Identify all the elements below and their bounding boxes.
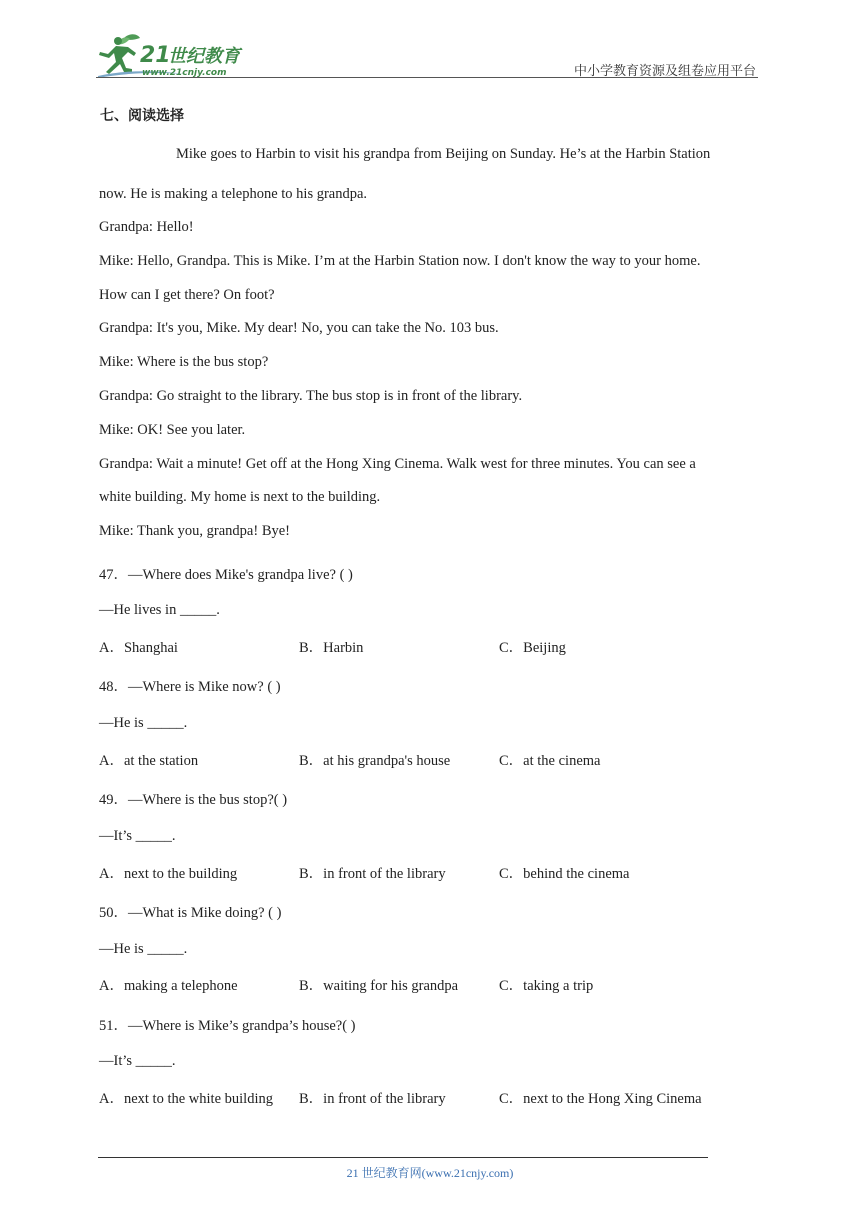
question-answer-line: —He is _____. [99,715,188,731]
question-answer-line: —It’s _____. [99,1053,176,1069]
option-b: B．in front of the library [299,866,446,882]
platform-name: 中小学教育资源及组卷应用平台 [573,64,756,79]
question-stem: 48．—Where is Mike now? ( ) [99,679,281,695]
section-title: 七、阅读选择 [100,108,184,124]
option-c: C．taking a trip [499,978,594,994]
runner-logo-icon [94,32,264,80]
option-b: B．at his grandpa's house [299,753,451,769]
dialogue-line: Mike: Thank you, grandpa! Bye! [99,523,291,539]
option-a: A．Shanghai [99,640,178,656]
option-b: B．Harbin [299,640,364,656]
question-answer-line: —It’s _____. [99,828,176,844]
option-c: C．at the cinema [499,753,601,769]
option-c: C．behind the cinema [499,866,630,882]
option-a: A．making a telephone [99,978,238,994]
dialogue-line: Grandpa: It's you, Mike. My dear! No, you can take the No. 103 bus. [99,320,499,336]
question-stem: 49．—Where is the bus stop?( ) [99,792,288,808]
option-a: A．next to the white building [99,1091,273,1107]
dialogue-line: Mike: Hello, Grandpa. This is Mike. I’m at the Harbin Station now. I don't know the way to your home. [99,253,701,269]
dialogue-line: Mike: Where is the bus stop? [99,354,269,370]
question-answer-line: —He lives in _____. [99,602,220,618]
option-c: C．next to the Hong Xing Cinema [499,1091,702,1107]
page-header [0,0,860,90]
passage-line: now. He is making a telephone to his grandpa. [99,186,368,202]
site-logo [94,32,264,80]
question-stem: 50．—What is Mike doing? ( ) [99,905,282,921]
question-stem: 51．—Where is Mike’s grandpa’s house?( ) [99,1018,356,1034]
question-stem: 47．—Where does Mike's grandpa live? ( ) [99,567,353,583]
svg-text:21: 21 [140,43,171,68]
dialogue-line: Mike: OK! See you later. [99,422,246,438]
dialogue-line: Grandpa: Hello! [99,219,194,235]
header-divider [96,77,758,78]
option-c: C．Beijing [499,640,566,656]
option-a: A．at the station [99,753,199,769]
dialogue-line: Grandpa: Go straight to the library. The bus stop is in front of the library. [99,388,523,404]
svg-text:www.21cnjy.com: www.21cnjy.com [142,68,227,78]
footer-divider [98,1157,708,1158]
footer-link[interactable]: 21 世纪教育网(www.21cnjy.com) [346,1166,514,1180]
option-b: B．waiting for his grandpa [299,978,459,994]
option-a: A．next to the building [99,866,238,882]
dialogue-line: Grandpa: Wait a minute! Get off at the Hong Xing Cinema. Walk west for three minutes. You can see a [99,456,696,472]
passage-line: Mike goes to Harbin to visit his grandpa from Beijing on Sunday. He’s at the Harbin Station [176,146,711,162]
question-answer-line: —He is _____. [99,941,188,957]
dialogue-line: How can I get there? On foot? [99,287,275,303]
svg-text:世纪教育: 世纪教育 [168,46,240,67]
option-b: B．in front of the library [299,1091,446,1107]
dialogue-line: white building. My home is next to the building. [99,489,381,505]
